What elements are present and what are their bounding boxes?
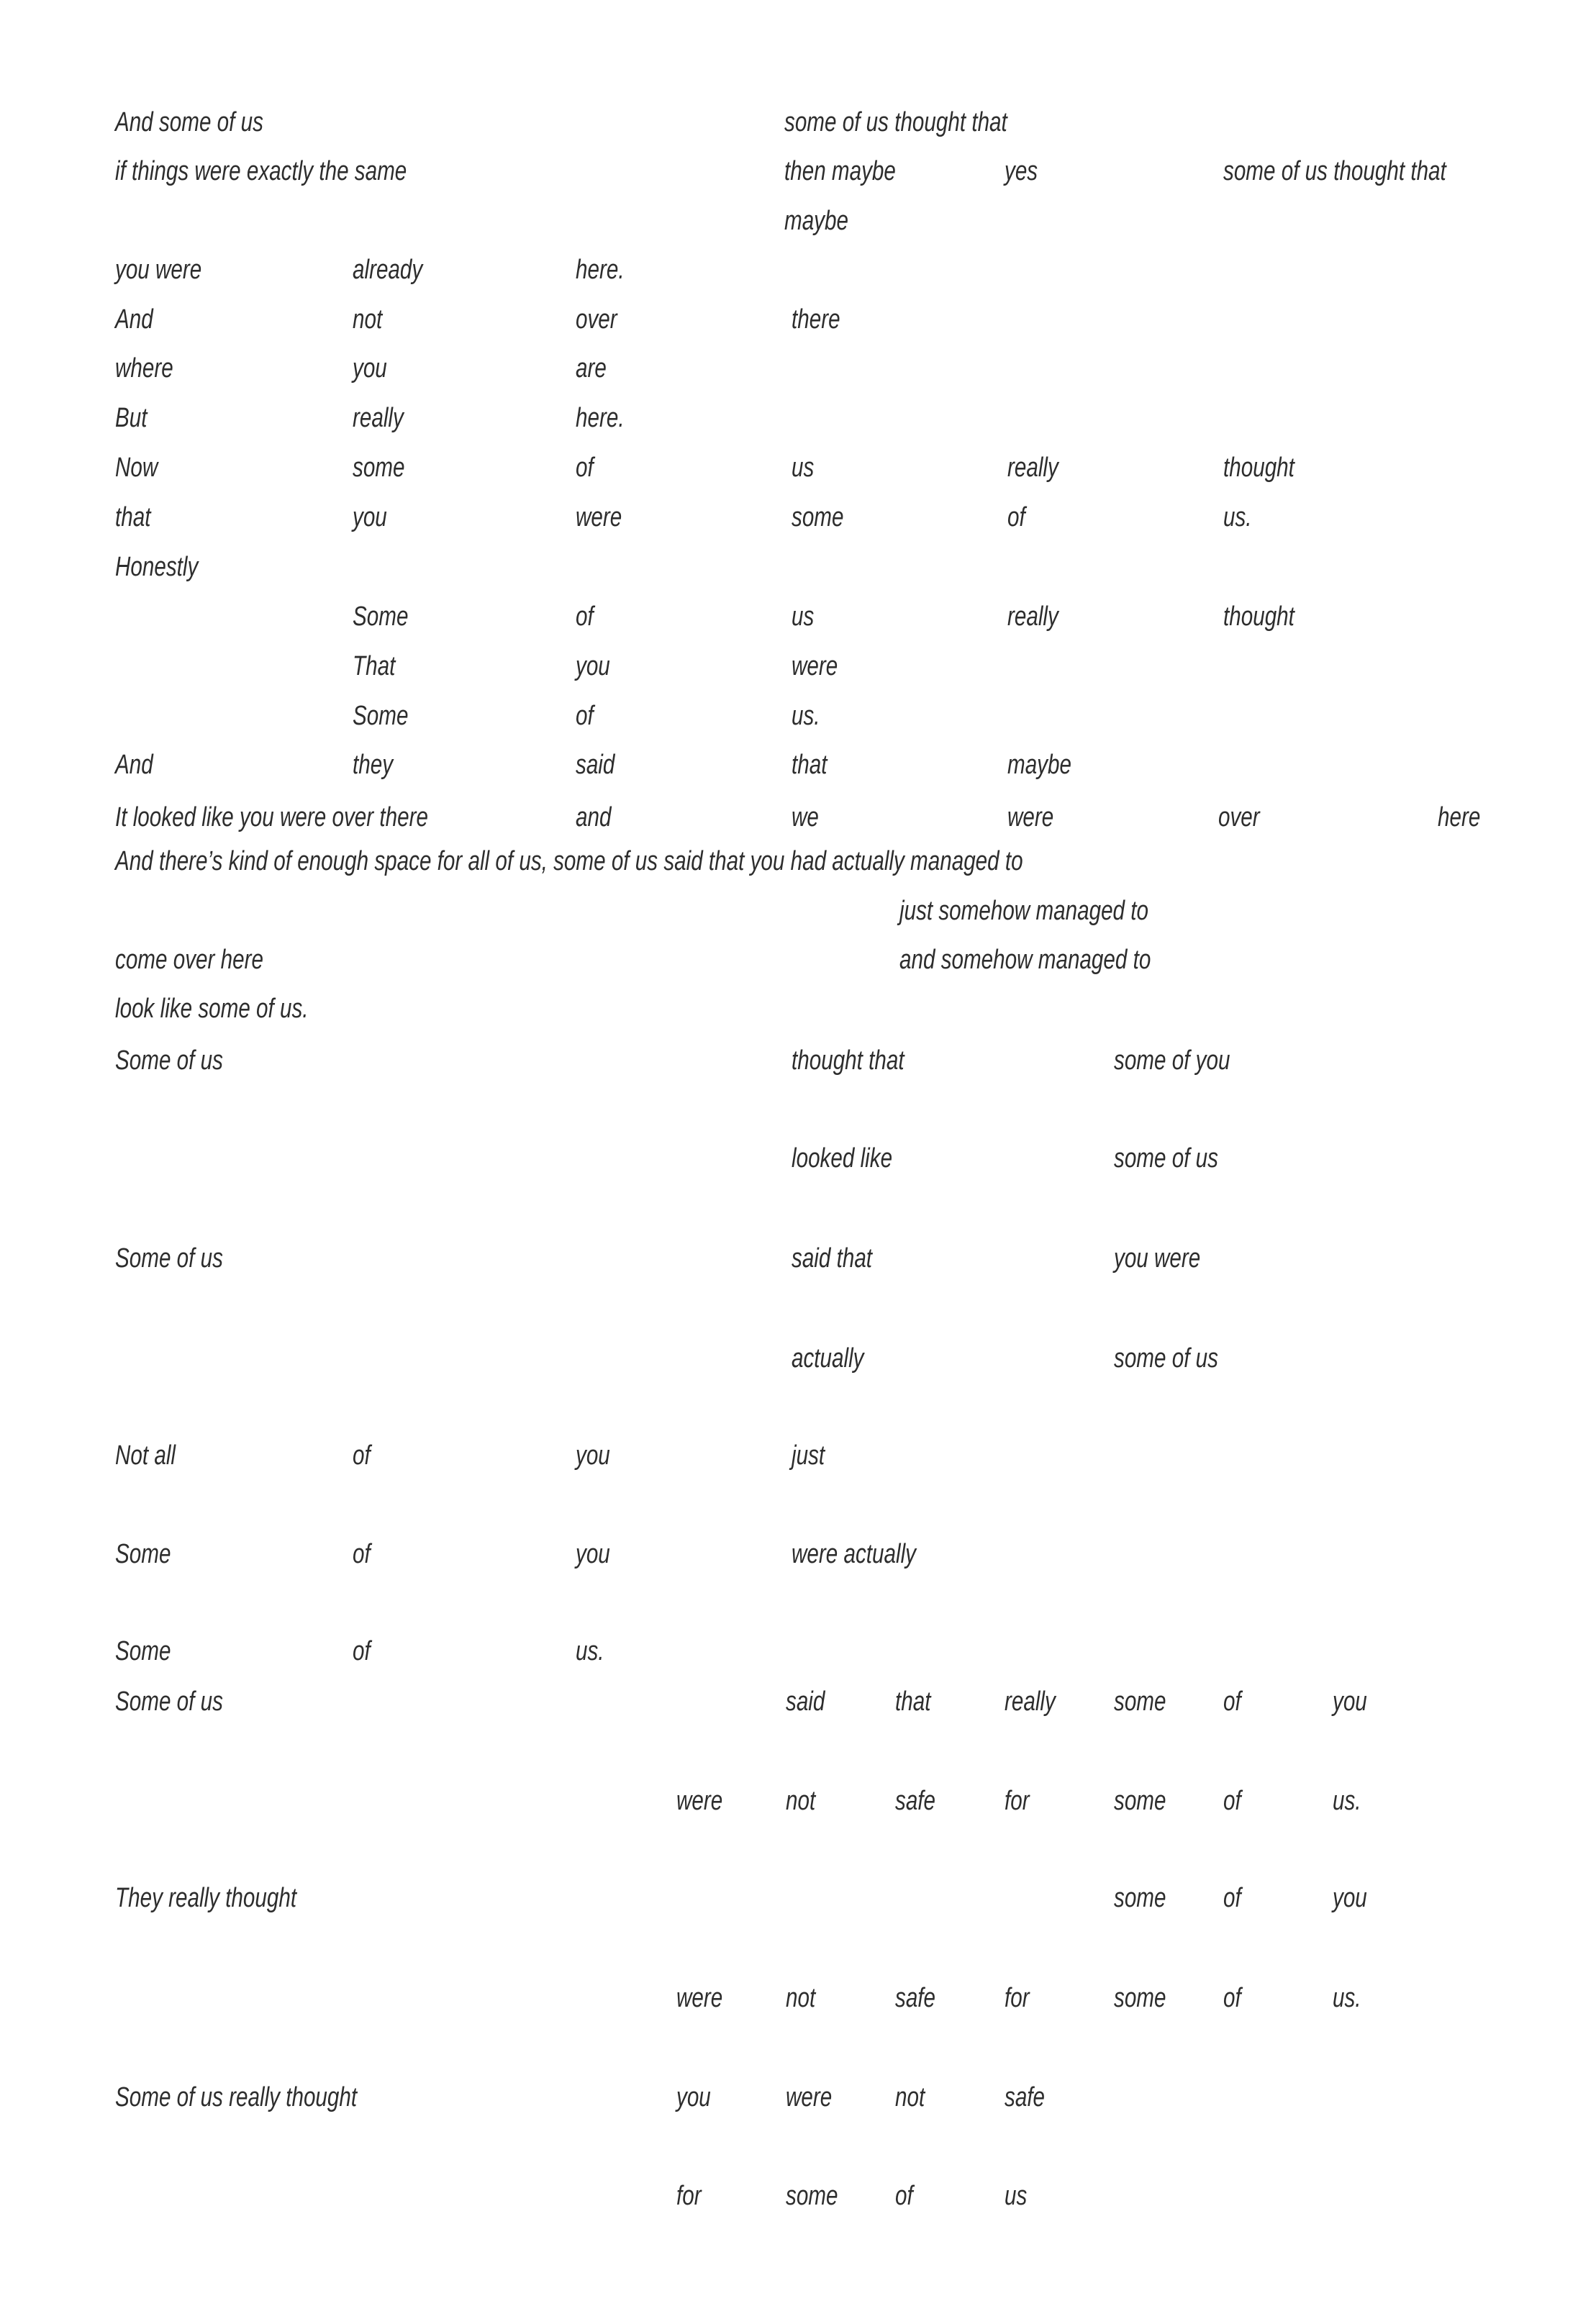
poem-word: said bbox=[576, 750, 615, 780]
poem-word: Some bbox=[353, 602, 409, 632]
poem-word: Some of us bbox=[115, 1045, 223, 1076]
poem-word: for bbox=[1005, 1983, 1030, 2013]
poem-word: come over here bbox=[115, 945, 263, 975]
poem-word: us. bbox=[1333, 1786, 1361, 1816]
poem-word: thought bbox=[1223, 602, 1295, 632]
poem-word: not bbox=[786, 1983, 816, 2013]
poem-word: were bbox=[1007, 802, 1054, 832]
poem-word: safe bbox=[895, 1786, 936, 1816]
poem-word: were bbox=[676, 1786, 723, 1816]
poem-word: said bbox=[786, 1687, 825, 1717]
poem-word: They really thought bbox=[115, 1883, 297, 1913]
poem-word: of bbox=[353, 1539, 371, 1569]
poem-word: It looked like you were over there bbox=[115, 802, 428, 832]
poem-word: Some bbox=[115, 1636, 171, 1666]
poem-word: already bbox=[353, 255, 423, 285]
poem-word: Some of us bbox=[115, 1243, 223, 1274]
poem-word: that bbox=[895, 1687, 931, 1717]
poem-word: you bbox=[576, 1440, 610, 1471]
poem-word: you bbox=[353, 353, 387, 383]
poem-word: of bbox=[353, 1440, 371, 1471]
poem-word: of bbox=[576, 453, 594, 483]
poem-word: us. bbox=[1333, 1983, 1361, 2013]
poem-word: of bbox=[895, 2181, 913, 2211]
poem-word: of bbox=[1007, 502, 1025, 532]
poem-word: of bbox=[1223, 1786, 1241, 1816]
poem-word: for bbox=[676, 2181, 702, 2211]
poem-word: not bbox=[895, 2082, 925, 2112]
poem-word: that bbox=[115, 502, 151, 532]
poem-word: of bbox=[1223, 1983, 1241, 2013]
poem-word: that bbox=[792, 750, 828, 780]
poem-word: really bbox=[1007, 453, 1058, 483]
poem-word: yes bbox=[1005, 156, 1038, 186]
poem-word: Some bbox=[353, 701, 409, 731]
poem-word: some of us bbox=[1114, 1143, 1218, 1174]
poem-word: And there’s kind of enough space for all of us, some of us said that you had actually managed to bbox=[115, 846, 1023, 876]
poem-word: some bbox=[786, 2181, 838, 2211]
poem-word: Some of us bbox=[115, 1687, 223, 1717]
poem-word: of bbox=[353, 1636, 371, 1666]
poem-word: Some bbox=[115, 1539, 171, 1569]
poem-word: there bbox=[792, 304, 840, 335]
poem-word: you were bbox=[1114, 1243, 1201, 1274]
poem-word: are bbox=[576, 353, 607, 383]
poem-word: were bbox=[676, 1983, 723, 2013]
poem-word: and somehow managed to bbox=[899, 945, 1151, 975]
poem-word: really bbox=[1007, 602, 1058, 632]
poem-word: look like some of us. bbox=[115, 994, 309, 1024]
poem-word: Not all bbox=[115, 1440, 176, 1471]
poem-word: if things were exactly the same bbox=[115, 156, 407, 186]
poem-word: looked like bbox=[792, 1143, 893, 1174]
poem-word: And some of us bbox=[115, 107, 263, 137]
poem-word: us bbox=[792, 602, 815, 632]
poem-word: not bbox=[786, 1786, 816, 1816]
poem-word: us. bbox=[1223, 502, 1252, 532]
poem-word: you were bbox=[115, 255, 202, 285]
poem-word: Some of us really thought bbox=[115, 2082, 358, 2112]
poem-word: maybe bbox=[784, 206, 848, 236]
poem-word: you bbox=[1333, 1883, 1367, 1913]
poem-word: thought that bbox=[792, 1045, 904, 1076]
poem-word: here. bbox=[576, 255, 625, 285]
poem-word: Now bbox=[115, 453, 158, 483]
poem-word: maybe bbox=[1007, 750, 1071, 780]
poem-word: And bbox=[115, 750, 153, 780]
poem-word: you bbox=[1333, 1687, 1367, 1717]
poem-word: some bbox=[1114, 1883, 1166, 1913]
poem-word: really bbox=[353, 403, 404, 433]
poem-word: thought bbox=[1223, 453, 1295, 483]
poem-word: some bbox=[1114, 1983, 1166, 2013]
poem-word: just bbox=[792, 1440, 825, 1471]
poem-word: of bbox=[576, 701, 594, 731]
poem-word: But bbox=[115, 403, 148, 433]
poem-word: were bbox=[786, 2082, 833, 2112]
poem-word: safe bbox=[895, 1983, 936, 2013]
poem-word: of bbox=[1223, 1687, 1241, 1717]
poem-word: some bbox=[353, 453, 405, 483]
poem-word: some of us bbox=[1114, 1343, 1218, 1374]
poem-word: just somehow managed to bbox=[899, 896, 1149, 926]
poem-word: then maybe bbox=[784, 156, 896, 186]
poem-word: of bbox=[576, 602, 594, 632]
poem-word: you bbox=[576, 651, 610, 681]
poem-word: some of us thought that bbox=[1223, 156, 1446, 186]
poem-word: Honestly bbox=[115, 552, 199, 582]
poem-word: actually bbox=[792, 1343, 864, 1374]
poem-word: here. bbox=[576, 403, 625, 433]
poem-word: were actually bbox=[792, 1539, 916, 1569]
poem-word: us bbox=[792, 453, 815, 483]
poem-word: some of us thought that bbox=[784, 107, 1007, 137]
poem-word: you bbox=[353, 502, 387, 532]
poem-word: were bbox=[792, 651, 838, 681]
poem-word: And bbox=[115, 304, 153, 335]
poem-word: safe bbox=[1005, 2082, 1046, 2112]
poem-word: some bbox=[1114, 1687, 1166, 1717]
poem-word: you bbox=[676, 2082, 711, 2112]
poem-word: really bbox=[1005, 1687, 1056, 1717]
poem-word: us. bbox=[576, 1636, 604, 1666]
poem-word: not bbox=[353, 304, 383, 335]
poem-word: over bbox=[1218, 802, 1260, 832]
poem-word: us. bbox=[792, 701, 820, 731]
poem-word: us bbox=[1005, 2181, 1028, 2211]
poem-word: over bbox=[576, 304, 617, 335]
poem-word: some bbox=[1114, 1786, 1166, 1816]
poem-word: here bbox=[1438, 802, 1481, 832]
poem-word: where bbox=[115, 353, 173, 383]
poem-word: some bbox=[792, 502, 844, 532]
poem-word: we bbox=[792, 802, 819, 832]
poem-word: That bbox=[353, 651, 396, 681]
poem-word: said that bbox=[792, 1243, 873, 1274]
poem-word: of bbox=[1223, 1883, 1241, 1913]
poem-word: you bbox=[576, 1539, 610, 1569]
poem-word: and bbox=[576, 802, 612, 832]
poem-word: they bbox=[353, 750, 394, 780]
poem-word: for bbox=[1005, 1786, 1030, 1816]
poem-word: some of you bbox=[1114, 1045, 1230, 1076]
poem-word: were bbox=[576, 502, 622, 532]
